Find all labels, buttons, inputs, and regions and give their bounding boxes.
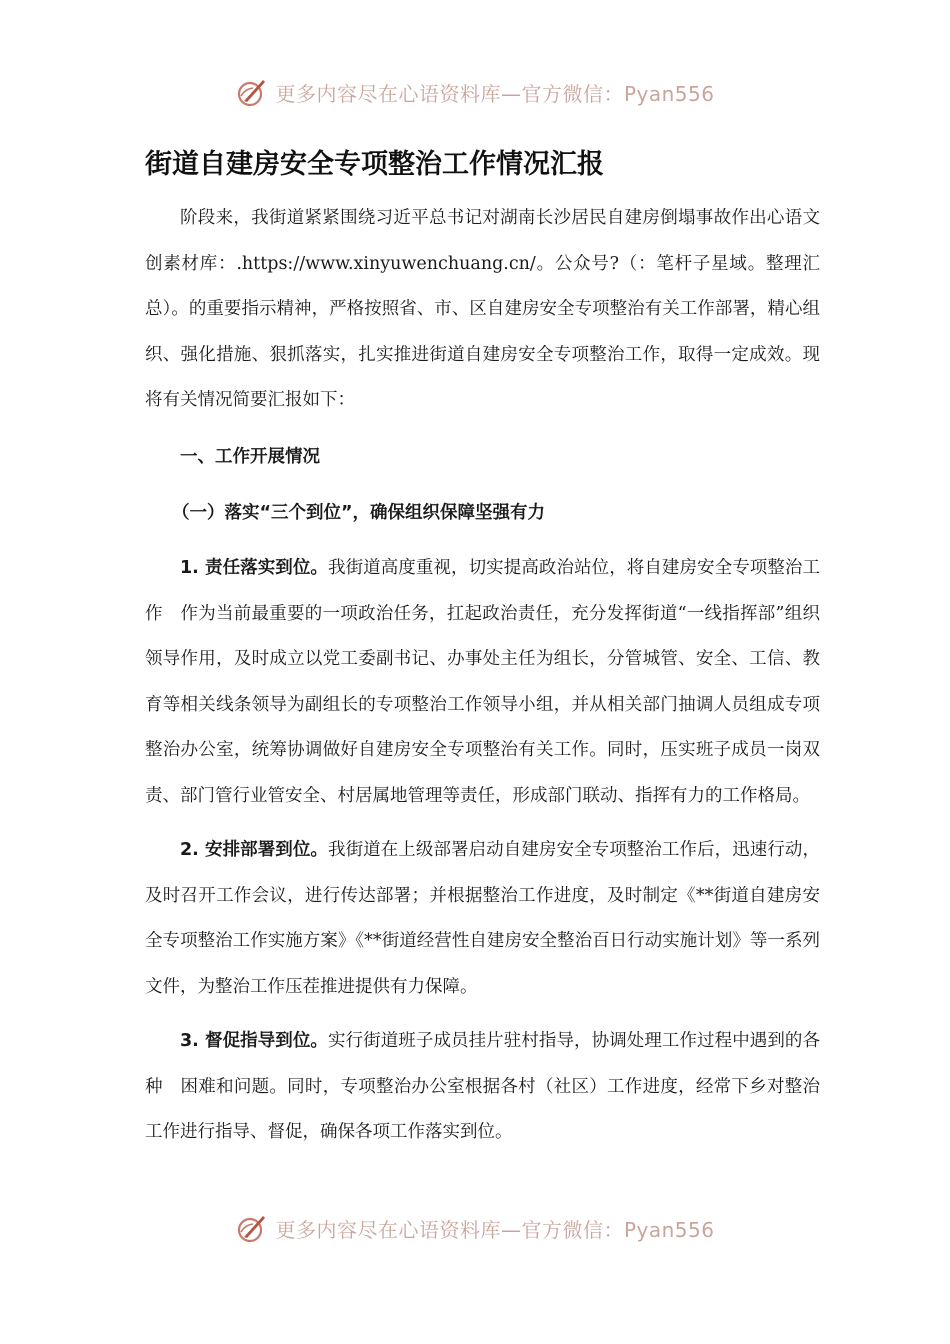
item-paragraph-2 [145, 828, 820, 1010]
document-title: 街道自建房安全专项整治工作情况汇报 [145, 149, 604, 180]
section-heading: 一、工作开展情况 [180, 447, 320, 467]
subsection-heading: （一）落实“三个到位”，确保组织保障坚强有力 [172, 503, 546, 523]
item-body: 我街道在上级部署启动自建房安全专项整治工作后，迅速行动，及时召开工作会议，进行传达部署；并根据整治工作进度，及时制定《**街道自建房安全专项整治工作实施方案》《**街道经营性自建房安全整治百日行动实施计划》等一系列文件，为整治工作压茬推进提供有力保障。 [145, 840, 821, 997]
item-body: 实行街道班子成员挂片驻村指导，协调处理工作过程中遇到的各种 困难和问题。同时，专项整治办公室根据各村（社区）工作进度，经常下乡对整治工作进行指导、督促，确保各项工作落实到位。 [145, 1031, 821, 1142]
footer-watermark [0, 1208, 950, 1248]
item-paragraph-3 [145, 1019, 820, 1156]
item-lead: 3. 督促指导到位。 [180, 1031, 329, 1051]
item-lead: 1. 责任落实到位。 [180, 558, 329, 578]
watermark-text: 更多内容尽在心语资料库—官方微信：Pyan556 [275, 81, 715, 106]
header-watermark [0, 72, 950, 112]
item-paragraph-1 [145, 546, 820, 819]
item-lead: 2. 安排部署到位。 [180, 840, 329, 860]
item-body: 我街道高度重视，切实提高政治站位，将自建房安全专项整治工作 作为当前最重要的一项政治任务，扛起政治责任，充分发挥街道“一线指挥部”组织领导作用，及时成立以党工委副书记、办事处主任为组长，分管城管、安全、工信、教育等相关线条领导为副组长的专项整治工作领导小组，并从相关部门抽调人员组成专项整治办公室，统筹协调做好自建房安全专项整治有关工作。同时，压实班子成员一岗双责、部门管行业管安全、村居属地管理等责任，形成部门联动、指挥有力的工作格局。 [145, 558, 821, 806]
quill-logo-icon [235, 75, 269, 109]
quill-logo-icon [235, 1211, 269, 1245]
intro-paragraph: 阶段来，我街道紧紧围绕习近平总书记对湖南长沙居民自建房倒塌事故作出心语文创素材库：.https://www.xinyuwenchuang.cn/。公众号?（：笔杆子星域。整理汇总）。的重要指示精神，严格按照省、市、区自建房安全专项整治有关工作部署，精心组织、强化措施、狠抓落实，扎实推进街道自建房安全专项整治工作，取得一定成效。现将有关情况简要汇报如下： [145, 208, 820, 410]
watermark-text: 更多内容尽在心语资料库—官方微信：Pyan556 [275, 1217, 715, 1242]
